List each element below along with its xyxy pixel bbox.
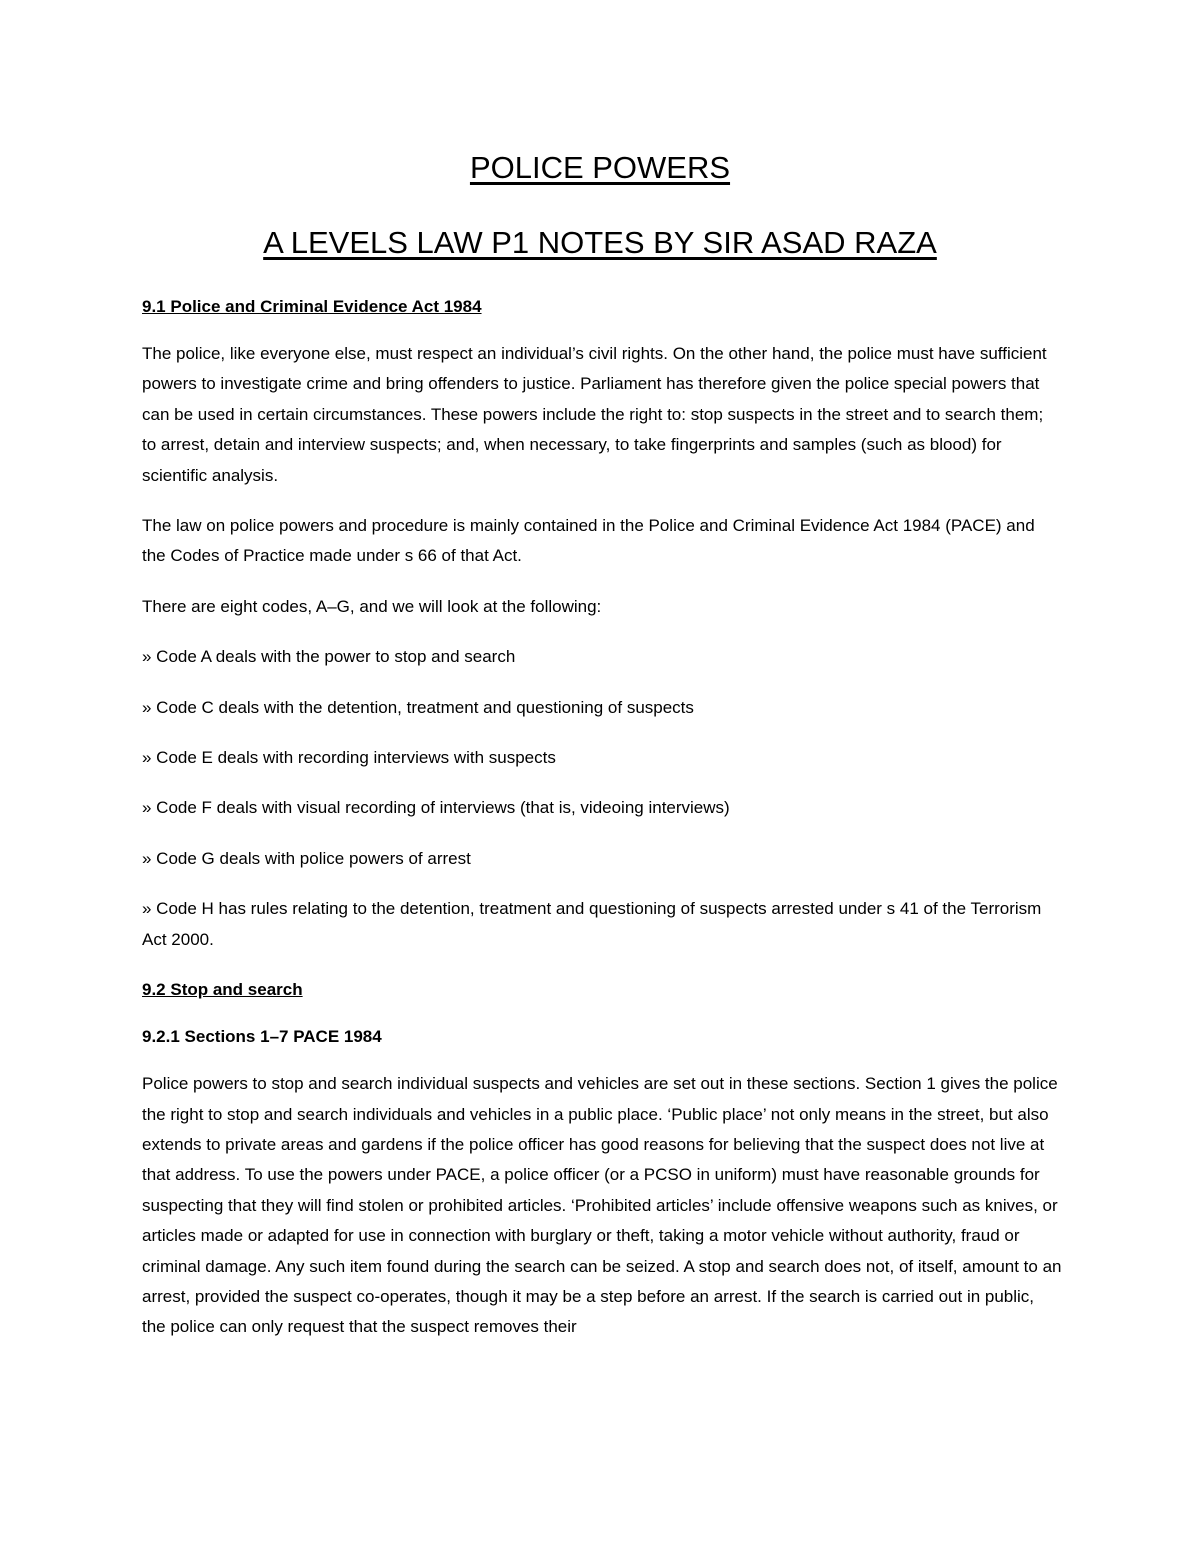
document-title: POLICE POWERS <box>469 150 731 185</box>
paragraph: The law on police powers and procedure is mainly contained in the Police and Criminal Evidence Act 1984 (PACE) and the Codes of Practice made under s 66 of that Act. <box>142 516 1035 566</box>
document-subtitle: A LEVELS LAW P1 NOTES BY SIR ASAD RAZA <box>263 225 937 260</box>
document-body <box>142 292 1062 1363</box>
section-heading-9-1: 9.1 Police and Criminal Evidence Act 1984 <box>142 297 482 316</box>
subsection-heading-9-2-1: 9.2.1 Sections 1–7 PACE 1984 <box>142 1027 382 1047</box>
paragraph: Police powers to stop and search individual suspects and vehicles are set out in these sections. Section 1 gives the police the right to stop and search individuals and vehicles in a public place. ‘Public place’ not only means in the street, but also extends to private areas and gardens if the police officer has good reasons for believing that the suspect does not live at that address. To use the powers under PACE, a police officer (or a PCSO in uniform) must have reasonable grounds for suspecting that they will find stolen or prohibited articles. ‘Prohibited articles’ include offensive weapons such as knives, or articles made or adapted for use in connection with burglary or theft, taking a motor vehicle without authority, fraud or criminal damage. Any such item found during the search can be seized. A stop and search does not, of itself, amount to an arrest, provided the suspect co-operates, though it may be a step before an arrest. If the search is carried out in public, the police can only request that the suspect removes their <box>142 1074 1062 1337</box>
section-heading-9-2: 9.2 Stop and search <box>142 980 303 1000</box>
code-list-item: » Code F deals with visual recording of interviews (that is, videoing interviews) <box>142 798 730 818</box>
code-list-item: » Code H has rules relating to the detention, treatment and questioning of suspects arrested under s 41 of the Terrorism Act 2000. <box>142 899 1042 949</box>
paragraph: There are eight codes, A–G, and we will look at the following: <box>142 596 602 616</box>
code-list-item: » Code C deals with the detention, treatment and questioning of suspects <box>142 697 694 717</box>
code-list-item: » Code A deals with the power to stop and search <box>142 647 516 667</box>
code-list-item: » Code E deals with recording interviews with suspects <box>142 748 556 768</box>
paragraph: The police, like everyone else, must respect an individual’s civil rights. On the other hand, the police must have sufficient powers to investigate crime and bring offenders to justice. Parliament has therefore given the police special powers that can be used in certain circumstances. These powers include the right to: stop suspects in the street and to search them; to arrest, detain and interview suspects; and, when necessary, to take fingerprints and samples (such as blood) for scientific analysis. <box>142 344 1047 485</box>
code-list-item: » Code G deals with police powers of arrest <box>142 848 471 868</box>
